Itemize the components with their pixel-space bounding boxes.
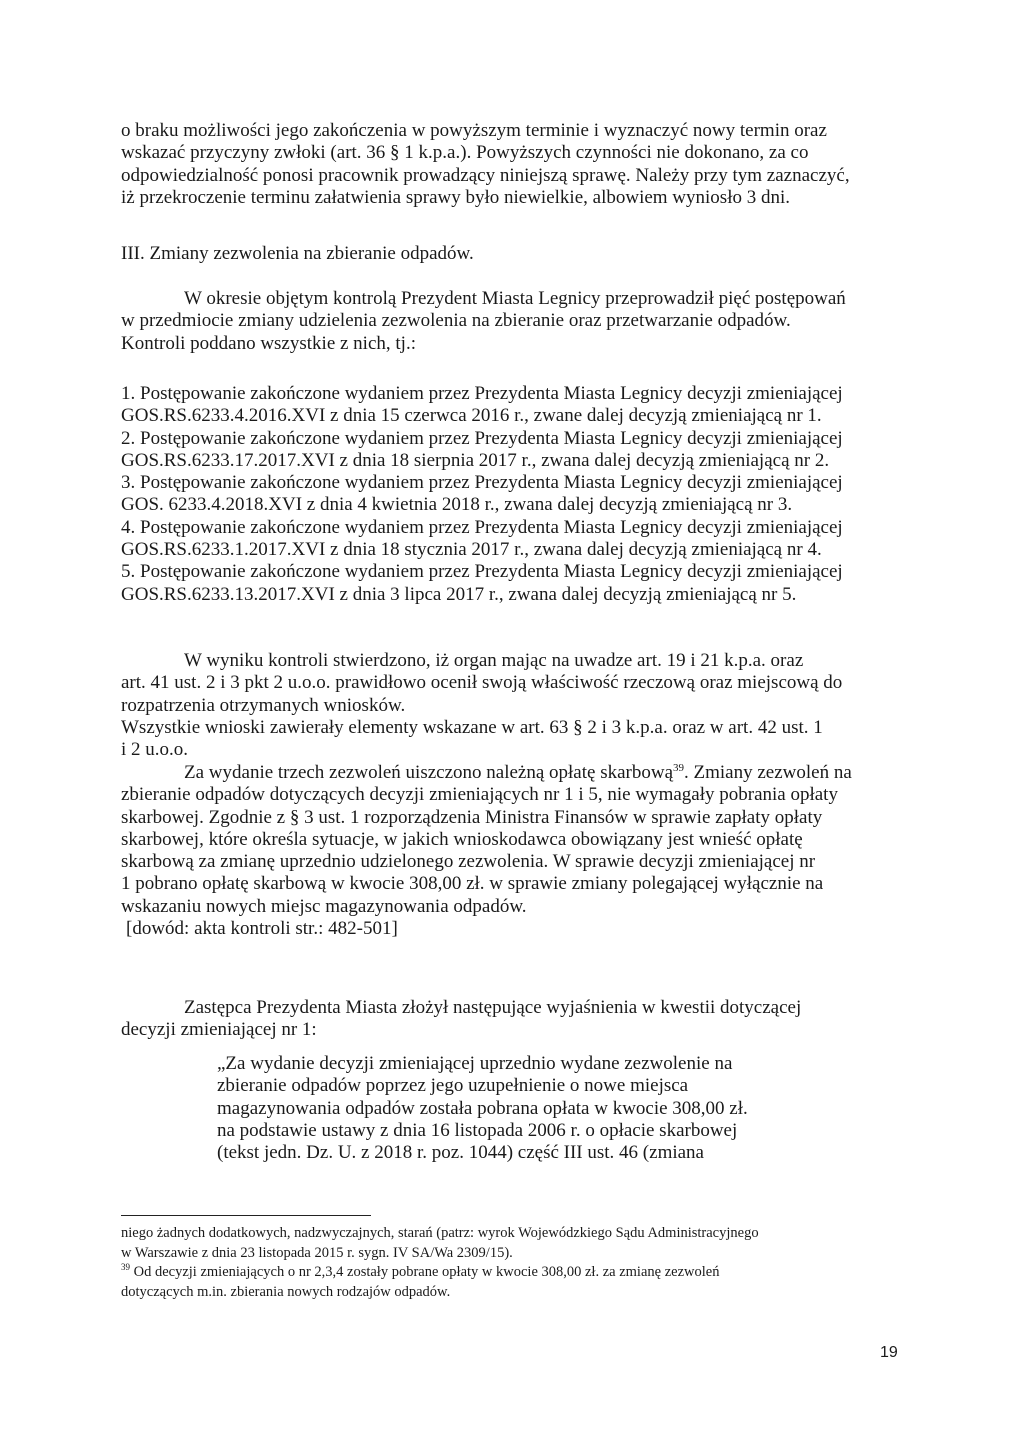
section-intro-paragraph — [121, 288, 899, 355]
text-line: wskazaniu nowych miejsc magazynowania odpadów. — [121, 895, 527, 917]
list-item: GOS.RS.6233.13.2017.XVI z dnia 3 lipca 2017 r., zwana dalej decyzją zmieniającą nr 5. — [121, 583, 797, 605]
footnote-line: dotyczących m.in. zbierania nowych rodzajów odpadów. — [121, 1283, 451, 1300]
text-line: decyzji zmieniającej nr 1: — [121, 1019, 317, 1041]
text-line: W okresie objętym kontrolą Prezydent Miasta Legnicy przeprowadził pięć postępowań — [184, 288, 846, 309]
footnotes — [121, 1224, 899, 1302]
list-item: GOS.RS.6233.1.2017.XVI z dnia 18 stycznia 2017 r., zwana dalej decyzją zmieniającą nr 4. — [121, 539, 822, 561]
footnote-line: w Warszawie z dnia 23 listopada 2015 r. sygn. IV SA/Wa 2309/15). — [121, 1244, 513, 1261]
text-line: 1 pobrano opłatę skarbową w kwocie 308,00 zł. w sprawie zmiany polegającej wyłącznie na — [121, 873, 824, 895]
list-item: 4. Postępowanie zakończone wydaniem przez Prezydenta Miasta Legnicy decyzji zmieniającej — [121, 516, 843, 538]
text-line: skarbową za zmianę uprzednio udzielonego zezwolenia. W sprawie decyzji zmieniającej nr — [121, 851, 816, 873]
text-line: wskazać przyczyny zwłoki (art. 36 § 1 k.p.a.). Powyższych czynności nie dokonano, za co — [121, 142, 809, 164]
footnote-ref: 39 — [673, 762, 685, 774]
list-item: GOS.RS.6233.4.2016.XVI z dnia 15 czerwca 2016 r., zwane dalej decyzją zmieniającą nr 1. — [121, 405, 822, 427]
text-line: Zastępca Prezydenta Miasta złożył następujące wyjaśnienia w kwestii dotyczącej — [184, 997, 802, 1018]
fee-text: Za wydanie trzech zezwoleń uiszczono należną opłatę skarbową — [184, 762, 674, 783]
text-line: iż przekroczenie terminu załatwienia sprawy było niewielkie, albowiem wyniosło 3 dni. — [121, 186, 791, 208]
proceedings-list — [121, 383, 899, 606]
footnote-separator — [121, 1215, 371, 1216]
footnote-text: Od decyzji zmieniających o nr 2,3,4 zostały pobrane opłaty w kwocie 308,00 zł. za zmianę zezwoleń — [130, 1264, 720, 1280]
text-line: w przedmiocie zmiany udzielenia zezwolenia na zbieranie oraz przetwarzanie odpadów. — [121, 310, 791, 332]
list-item: GOS. 6233.4.2018.XVI z dnia 4 kwietnia 2018 r., zwana dalej decyzją zmieniającą nr 3. — [121, 494, 793, 516]
list-item: GOS.RS.6233.17.2017.XVI z dnia 18 sierpnia 2017 r., zwana dalej decyzją zmieniającą nr 2. — [121, 449, 830, 471]
quote-line: „Za wydanie decyzji zmieniającej uprzednio wydane zezwolenie na — [217, 1053, 733, 1074]
quote-line: magazynowania odpadów została pobrana opłata w kwocie 308,00 zł. — [217, 1097, 748, 1119]
list-item: 2. Postępowanie zakończone wydaniem przez Prezydenta Miasta Legnicy decyzji zmieniającej — [121, 427, 843, 449]
text-line: art. 41 ust. 2 i 3 pkt 2 u.o.o. prawidłowo ocenił swoją właściwość rzeczową oraz miejscową do — [121, 672, 843, 694]
list-item: 3. Postępowanie zakończone wydaniem przez Prezydenta Miasta Legnicy decyzji zmieniającej — [121, 472, 843, 494]
text-line: o braku możliwości jego zakończenia w powyższym terminie i wyznaczyć nowy termin oraz — [121, 120, 827, 141]
text-line: W wyniku kontroli stwierdzono, iż organ mając na uwadze art. 19 i 21 k.p.a. oraz — [184, 650, 804, 671]
text-line: skarbowej, które określa sytuacje, w jakich wnioskodawca obowiązany jest wnieść opłatę — [121, 828, 803, 850]
footnote-line: niego żadnych dodatkowych, nadzwyczajnych, starań (patrz: wyrok Wojewódzkiego Sądu Administracyjnego — [121, 1225, 759, 1241]
fee-text: . Zmiany zezwoleń na — [684, 762, 852, 783]
footnote-39 — [121, 1263, 899, 1283]
text-line: rozpatrzenia otrzymanych wniosków. — [121, 694, 406, 716]
section-heading: III. Zmiany zezwolenia na zbieranie odpadów. — [121, 243, 474, 264]
applications-paragraph — [121, 717, 899, 762]
text-line: odpowiedzialność ponosi pracownik prowadzący niniejszą sprawę. Należy przy tym zaznaczyć, — [121, 164, 850, 186]
text-line: skarbowej. Zgodnie z § 3 ust. 1 rozporządzenia Ministra Finansów w sprawie zapłaty opłaty — [121, 806, 823, 828]
list-item: 5. Postępowanie zakończone wydaniem przez Prezydenta Miasta Legnicy decyzji zmieniającej — [121, 561, 843, 583]
text-line: zbieranie odpadów dotyczących decyzji zmieniających nr 1 i 5, nie wymagały pobrania opłaty — [121, 784, 838, 806]
quote-line: na podstawie ustawy z dnia 16 listopada 2006 r. o opłacie skarbowej — [217, 1119, 738, 1141]
page-number: 19 — [880, 1344, 898, 1361]
footnote-number: 39 — [121, 1262, 130, 1272]
intro-paragraph — [121, 120, 899, 209]
text-line: Wszystkie wnioski zawierały elementy wskazane w art. 63 § 2 i 3 k.p.a. oraz w art. 42 ust. 1 — [121, 717, 823, 738]
findings-paragraph — [121, 650, 899, 717]
quote-line: (tekst jedn. Dz. U. z 2018 r. poz. 1044) część III ust. 46 (zmiana — [217, 1142, 704, 1164]
evidence-reference: [dowód: akta kontroli str.: 482-501] — [126, 918, 398, 940]
text-line — [121, 762, 899, 784]
text-line: Kontroli poddano wszystkie z nich, tj.: — [121, 332, 416, 354]
quote-line: zbieranie odpadów poprzez jego uzupełnienie o nowe miejsca — [217, 1075, 689, 1097]
fee-paragraph — [121, 762, 899, 940]
block-quote — [217, 1053, 807, 1164]
list-item: 1. Postępowanie zakończone wydaniem przez Prezydenta Miasta Legnicy decyzji zmieniającej — [121, 383, 843, 404]
explanation-intro — [121, 997, 899, 1042]
text-line: i 2 u.o.o. — [121, 739, 189, 761]
